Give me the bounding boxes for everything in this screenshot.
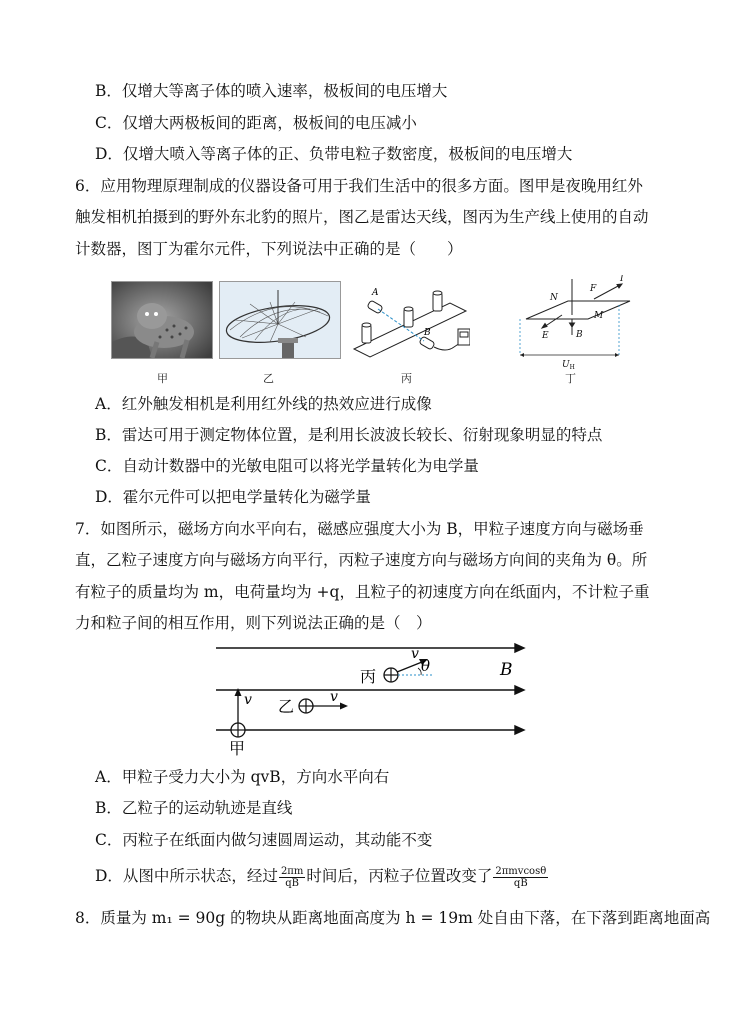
q7-stem-line-2: 直，乙粒子速度方向与磁场方向平行，丙粒子速度方向与磁场方向间的夹角为 θ。所 bbox=[75, 551, 648, 569]
particle-jia bbox=[231, 688, 245, 737]
q6-option-c: C．自动计数器中的光敏电阻可以将光学量转化为电学量 bbox=[95, 457, 479, 475]
q6-stem-line-3: 计数器，图丁为霍尔元件，下列说法中正确的是（ ） bbox=[75, 240, 463, 258]
jia-velocity-label: v bbox=[244, 692, 252, 708]
q7-stem-line-4: 力和粒子间的相互作用，则下列说法正确的是（ ） bbox=[75, 614, 432, 632]
fig-label-e: E bbox=[542, 331, 549, 341]
fraction-period bbox=[279, 866, 305, 889]
yi-velocity-label: v bbox=[330, 689, 338, 705]
fig-label-a: A bbox=[372, 288, 379, 298]
yi-label: 乙 bbox=[278, 697, 295, 716]
caption-jia: 甲 bbox=[157, 372, 168, 385]
fig-label-b-field: B bbox=[576, 330, 583, 340]
q7-option-d bbox=[95, 862, 549, 890]
q7-option-b: B．乙粒子的运动轨迹是直线 bbox=[95, 799, 293, 817]
q6-option-b: B．雷达可用于测定物体位置，是利用长波波长较长、衍射现象明显的特点 bbox=[95, 426, 603, 444]
q5-option-c: C．仅增大两极板间的距离，极板间的电压减小 bbox=[95, 114, 417, 132]
leopard-photo bbox=[111, 281, 213, 359]
jia-label: 甲 bbox=[229, 739, 246, 758]
q5-option-b: B．仅增大等离子体的喷入速率，极板间的电压增大 bbox=[95, 82, 448, 100]
fraction-period-denominator: qB bbox=[285, 877, 300, 889]
q5-option-d: D．仅增大喷入等离子体的正、负带电粒子数密度，极板间的电压增大 bbox=[95, 145, 573, 163]
fraction-period-numerator: 2πm bbox=[280, 865, 304, 877]
field-b-label: B bbox=[500, 660, 513, 680]
caption-bing: 丙 bbox=[401, 372, 412, 385]
q7-option-a: A．甲粒子受力大小为 qvB，方向水平向右 bbox=[95, 768, 390, 786]
q7-stem-line-3: 有粒子的质量均为 m，电荷量均为 +q，且粒子的初速度方向在纸面内，不计粒子重 bbox=[75, 583, 650, 601]
fig-label-uh: $U_H$ bbox=[562, 360, 575, 370]
q6-stem-line-2: 触发相机拍摄到的野外东北豹的照片，图乙是雷达天线，图丙为生产线上使用的自动 bbox=[75, 208, 649, 226]
caption-yi: 乙 bbox=[263, 372, 274, 385]
fig-label-b: B bbox=[424, 328, 431, 338]
magnetic-field-diagram bbox=[210, 638, 530, 760]
bing-label: 丙 bbox=[360, 667, 377, 686]
fig-label-f: F bbox=[590, 284, 597, 294]
q6-option-d: D．霍尔元件可以把电学量转化为磁学量 bbox=[95, 488, 371, 506]
fig-label-n: N bbox=[550, 293, 558, 303]
radar-antenna-photo bbox=[219, 281, 341, 359]
q6-option-a: A．红外触发相机是利用红外线的热效应进行成像 bbox=[95, 395, 432, 413]
q7-stem-line-1: 7．如图所示，磁场方向水平向右，磁感应强度大小为 B，甲粒子速度方向与磁场垂 bbox=[75, 520, 644, 538]
fig-label-i: I bbox=[620, 275, 624, 284]
bing-velocity-label: v bbox=[411, 646, 419, 662]
particle-yi bbox=[299, 699, 348, 713]
fraction-displacement-numerator: 2πmvcosθ bbox=[495, 865, 547, 877]
fraction-displacement bbox=[493, 866, 548, 889]
theta-label: θ bbox=[421, 657, 431, 675]
hall-element-diagram bbox=[512, 275, 637, 370]
fraction-displacement-denominator: qB bbox=[513, 877, 528, 889]
caption-ding: 丁 bbox=[565, 372, 576, 385]
fig-label-m: M bbox=[594, 311, 604, 321]
q6-stem-line-1: 6．应用物理原理制成的仪器设备可用于我们生活中的很多方面。图甲是夜晚用红外 bbox=[75, 177, 643, 195]
q7-option-c: C．丙粒子在纸面内做匀速圆周运动，其动能不变 bbox=[95, 831, 433, 849]
automatic-counter-diagram bbox=[350, 281, 470, 361]
q7-option-d-prefix: D．从图中所示状态，经过 bbox=[95, 867, 278, 885]
q7-option-d-middle: 时间后，丙粒子位置改变了 bbox=[306, 867, 493, 885]
q8-stem-line-1: 8．质量为 m₁ = 90g 的物块从距离地面高度为 h = 19m 处自由下落，在下落到距离地面高 bbox=[75, 909, 711, 927]
